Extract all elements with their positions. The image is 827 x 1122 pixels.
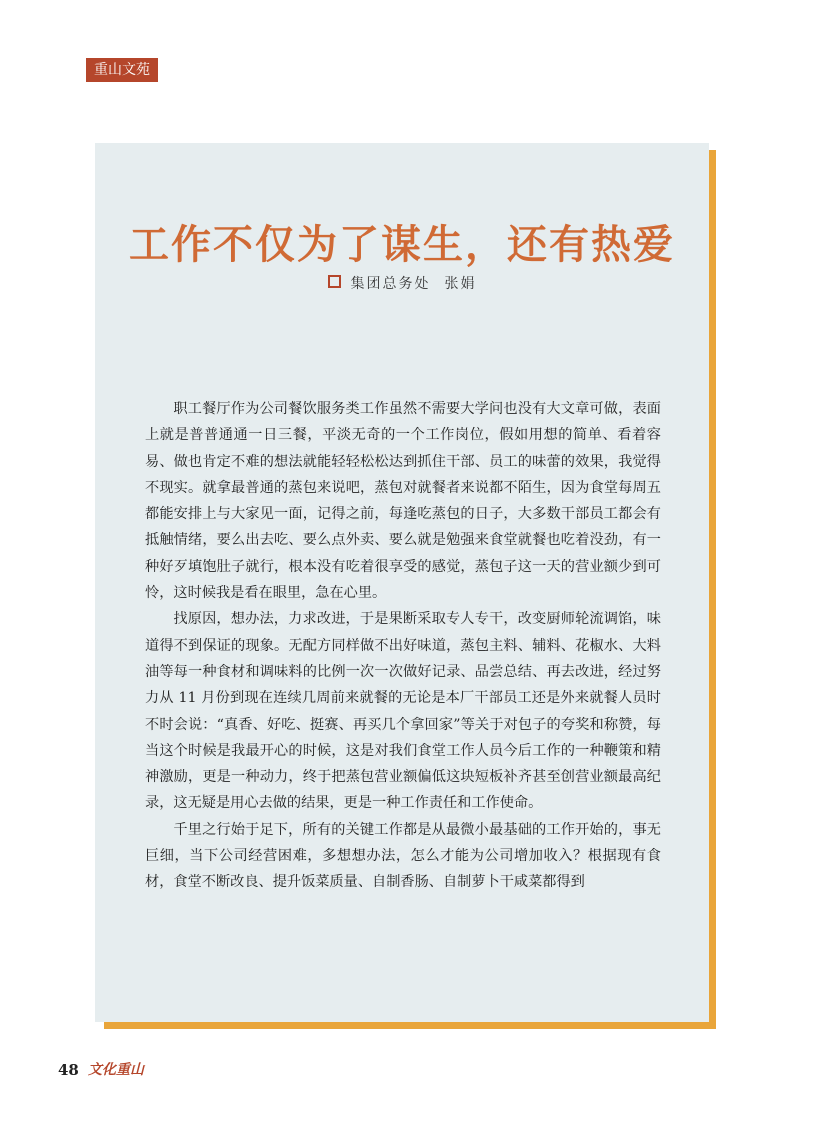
byline-author: 张娟: [444, 276, 477, 292]
paragraph: 找原因，想办法，力求改进，于是果断采取专人专干，改变厨师轮流调馅，味道得不到保证的现象。无配方同样做不出好味道，蒸包主料、辅料、花椒水、大料油等每一种食材和调味料的比例一次一次做好记录、品尝总结、再去改进，经过努力从 11 月份到现在连续几周前来就餐的无论是本厂干部员工还是外来就餐人员时不时会说：“真香、好吃、挺赛、再买几个拿回家”等关于对包子的夸奖和称赞，每当这个时候是我最开心的时候，这是对我们食堂工作人员今后工作的一种鞭策和精神激励，更是一种动力，终于把蒸包营业额偏低这块短板补齐甚至创营业额最高纪录，这无疑是用心去做的结果，更是一种工作责任和工作使命。: [145, 611, 661, 812]
article-title: 工作不仅为了谋生，还有热爱: [129, 222, 675, 268]
square-bullet-icon: [328, 275, 341, 288]
article-card: [95, 143, 709, 1022]
page-number: 48: [58, 1061, 79, 1079]
section-tag: 重山文苑: [86, 58, 158, 82]
byline: [95, 273, 709, 293]
article-body: [145, 396, 661, 896]
magazine-logo: 文化重山: [88, 1062, 144, 1078]
paragraph: 职工餐厅作为公司餐饮服务类工作虽然不需要大学问也没有大文章可做，表面上就是普普通通一日三餐，平淡无奇的一个工作岗位，假如用想的简单、看着容易、做也肯定不难的想法就能轻轻松松达到抓住干部、员工的味蕾的效果，我觉得不现实。就拿最普通的蒸包来说吧，蒸包对就餐者来说都不陌生，因为食堂每周五都能安排上与大家见一面，记得之前，每逢吃蒸包的日子，大多数干部员工都会有抵触情绪，要么出去吃、要么点外卖、要么就是勉强来食堂就餐也吃着没劲，有一种好歹填饱肚子就行，根本没有吃着很享受的感觉，蒸包子这一天的营业额少到可怜，这时候我是看在眼里，急在心里。: [145, 401, 661, 602]
byline-department: 集团总务处: [350, 276, 431, 292]
paragraph: 千里之行始于足下，所有的关键工作都是从最微小最基础的工作开始的，事无巨细，当下公司经营困难，多想想办法，怎么才能为公司增加收入？根据现有食材，食堂不断改良、提升饭菜质量、自制香肠、自制萝卜干咸菜都得到: [145, 821, 661, 891]
